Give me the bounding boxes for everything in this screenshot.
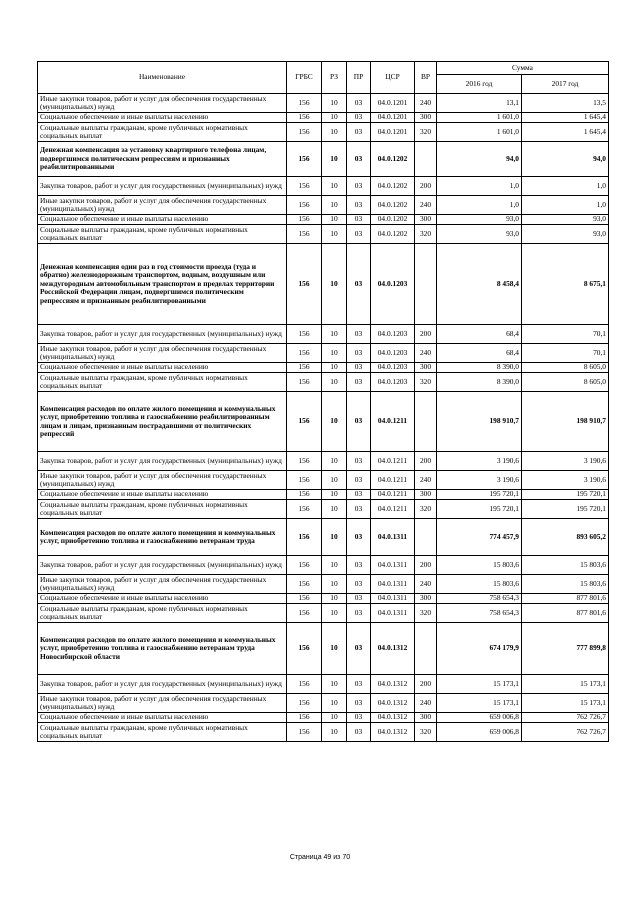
cell-grbs: 156 [287, 675, 322, 694]
cell-vr: 320 [415, 723, 437, 742]
cell-pr: 03 [347, 123, 371, 142]
header-year-2017: 2017 год [522, 75, 609, 94]
cell-rz: 10 [322, 594, 347, 604]
cell-sum-2016: 758 654,3 [437, 604, 522, 623]
cell-rz: 10 [322, 123, 347, 142]
cell-sum-2017: 94,0 [522, 142, 609, 177]
cell-vr [415, 142, 437, 177]
cell-csr: 04.0.1203 [371, 344, 415, 363]
cell-name: Социальное обеспечение и иные выплаты населению [38, 490, 287, 500]
cell-name: Иные закупки товаров, работ и услуг для обеспечения государственных (муниципальных) нужд [38, 94, 287, 113]
cell-rz: 10 [322, 363, 347, 373]
cell-sum-2017: 777 899,8 [522, 623, 609, 675]
table-section-row [38, 623, 609, 675]
cell-rz: 10 [322, 142, 347, 177]
header-vr: ВР [415, 62, 437, 94]
table-row [38, 575, 609, 594]
cell-sum-2017: 70,1 [522, 325, 609, 344]
cell-pr: 03 [347, 694, 371, 713]
cell-sum-2017: 877 801,6 [522, 604, 609, 623]
cell-sum-2016: 3 190,6 [437, 471, 522, 490]
cell-grbs: 156 [287, 373, 322, 392]
header-pr: ПР [347, 62, 371, 94]
cell-sum-2016: 93,0 [437, 225, 522, 244]
cell-grbs: 156 [287, 196, 322, 215]
table-row [38, 113, 609, 123]
cell-csr: 04.0.1312 [371, 694, 415, 713]
cell-grbs: 156 [287, 215, 322, 225]
table-row [38, 675, 609, 694]
budget-table [37, 61, 609, 742]
cell-rz: 10 [322, 519, 347, 556]
cell-pr: 03 [347, 225, 371, 244]
cell-sum-2017: 3 190,6 [522, 471, 609, 490]
cell-name: Социальное обеспечение и иные выплаты населению [38, 713, 287, 723]
table-body [38, 94, 609, 742]
cell-pr: 03 [347, 500, 371, 519]
cell-csr: 04.0.1311 [371, 575, 415, 594]
cell-grbs: 156 [287, 325, 322, 344]
cell-csr: 04.0.1202 [371, 196, 415, 215]
cell-rz: 10 [322, 452, 347, 471]
cell-vr: 320 [415, 604, 437, 623]
cell-name: Иные закупки товаров, работ и услуг для обеспечения государственных (муниципальных) нужд [38, 694, 287, 713]
cell-csr: 04.0.1211 [371, 471, 415, 490]
cell-pr: 03 [347, 594, 371, 604]
cell-sum-2016: 1 601,0 [437, 123, 522, 142]
cell-grbs: 156 [287, 604, 322, 623]
cell-vr: 300 [415, 490, 437, 500]
cell-rz: 10 [322, 177, 347, 196]
cell-sum-2017: 893 605,2 [522, 519, 609, 556]
cell-sum-2016: 94,0 [437, 142, 522, 177]
cell-sum-2016: 659 006,8 [437, 723, 522, 742]
cell-pr: 03 [347, 575, 371, 594]
table-row [38, 723, 609, 742]
cell-pr: 03 [347, 113, 371, 123]
cell-grbs: 156 [287, 694, 322, 713]
cell-sum-2016: 198 910,7 [437, 392, 522, 452]
cell-grbs: 156 [287, 452, 322, 471]
cell-sum-2017: 93,0 [522, 225, 609, 244]
cell-sum-2016: 1,0 [437, 196, 522, 215]
cell-sum-2017: 3 190,6 [522, 452, 609, 471]
cell-csr: 04.0.1202 [371, 142, 415, 177]
cell-sum-2016: 774 457,9 [437, 519, 522, 556]
cell-sum-2017: 8 675,1 [522, 244, 609, 325]
cell-rz: 10 [322, 713, 347, 723]
cell-sum-2016: 1,0 [437, 177, 522, 196]
cell-rz: 10 [322, 392, 347, 452]
cell-csr: 04.0.1201 [371, 113, 415, 123]
cell-vr: 300 [415, 713, 437, 723]
cell-grbs: 156 [287, 713, 322, 723]
cell-vr: 320 [415, 225, 437, 244]
cell-sum-2016: 195 720,1 [437, 500, 522, 519]
cell-name: Иные закупки товаров, работ и услуг для обеспечения государственных (муниципальных) нужд [38, 196, 287, 215]
cell-grbs: 156 [287, 392, 322, 452]
header-csr: ЦСР [371, 62, 415, 94]
cell-grbs: 156 [287, 556, 322, 575]
cell-sum-2016: 8 390,0 [437, 373, 522, 392]
cell-sum-2017: 93,0 [522, 215, 609, 225]
cell-csr: 04.0.1201 [371, 94, 415, 113]
cell-csr: 04.0.1202 [371, 225, 415, 244]
cell-rz: 10 [322, 694, 347, 713]
cell-rz: 10 [322, 373, 347, 392]
cell-grbs: 156 [287, 177, 322, 196]
cell-csr: 04.0.1203 [371, 244, 415, 325]
cell-sum-2017: 15 803,6 [522, 556, 609, 575]
cell-pr: 03 [347, 94, 371, 113]
cell-pr: 03 [347, 196, 371, 215]
cell-sum-2016: 13,1 [437, 94, 522, 113]
cell-name: Компенсация расходов по оплате жилого помещения и коммунальных услуг, приобретению топлива и газоснабжению реабилитированным лицам и лицам, признанным пострадавшими от политических репрессий [38, 392, 287, 452]
table-row [38, 556, 609, 575]
cell-sum-2017: 13,5 [522, 94, 609, 113]
cell-csr: 04.0.1311 [371, 519, 415, 556]
cell-csr: 04.0.1311 [371, 556, 415, 575]
cell-vr: 240 [415, 94, 437, 113]
cell-pr: 03 [347, 373, 371, 392]
cell-sum-2016: 674 179,9 [437, 623, 522, 675]
cell-grbs: 156 [287, 123, 322, 142]
table-row [38, 604, 609, 623]
cell-grbs: 156 [287, 500, 322, 519]
cell-sum-2017: 877 801,6 [522, 594, 609, 604]
cell-name: Социальное обеспечение и иные выплаты населению [38, 363, 287, 373]
cell-sum-2016: 68,4 [437, 325, 522, 344]
cell-pr: 03 [347, 519, 371, 556]
cell-vr: 320 [415, 373, 437, 392]
cell-pr: 03 [347, 471, 371, 490]
cell-vr: 200 [415, 452, 437, 471]
cell-name: Закупка товаров, работ и услуг для государственных (муниципальных) нужд [38, 452, 287, 471]
cell-sum-2017: 195 720,1 [522, 490, 609, 500]
cell-vr: 240 [415, 344, 437, 363]
cell-csr: 04.0.1201 [371, 123, 415, 142]
cell-name: Социальные выплаты гражданам, кроме публичных нормативных социальных выплат [38, 373, 287, 392]
cell-sum-2016: 8 458,4 [437, 244, 522, 325]
cell-sum-2016: 15 173,1 [437, 675, 522, 694]
cell-vr: 200 [415, 325, 437, 344]
table-section-row [38, 392, 609, 452]
table-section-row [38, 142, 609, 177]
cell-grbs: 156 [287, 94, 322, 113]
cell-csr: 04.0.1203 [371, 363, 415, 373]
cell-sum-2016: 15 803,6 [437, 575, 522, 594]
cell-pr: 03 [347, 452, 371, 471]
cell-pr: 03 [347, 142, 371, 177]
cell-csr: 04.0.1312 [371, 675, 415, 694]
cell-grbs: 156 [287, 519, 322, 556]
cell-name: Закупка товаров, работ и услуг для государственных (муниципальных) нужд [38, 177, 287, 196]
cell-rz: 10 [322, 244, 347, 325]
cell-grbs: 156 [287, 344, 322, 363]
table-row [38, 713, 609, 723]
cell-grbs: 156 [287, 594, 322, 604]
cell-grbs: 156 [287, 623, 322, 675]
cell-sum-2017: 195 720,1 [522, 500, 609, 519]
cell-grbs: 156 [287, 244, 322, 325]
cell-sum-2017: 1 645,4 [522, 113, 609, 123]
table-row [38, 363, 609, 373]
cell-sum-2017: 15 803,6 [522, 575, 609, 594]
cell-csr: 04.0.1203 [371, 373, 415, 392]
cell-vr: 300 [415, 594, 437, 604]
cell-rz: 10 [322, 490, 347, 500]
cell-csr: 04.0.1202 [371, 215, 415, 225]
cell-name: Денежная компенсация один раз в год стоимости проезда (туда и обратно) железнодорожным транспортом, водным, воздушным или междугородным автомобильным транспортом в пределах территории Российской Федерации лицам, подвергшимся политическим репрессиям и признанным реабилитированными [38, 244, 287, 325]
cell-vr: 300 [415, 113, 437, 123]
cell-csr: 04.0.1312 [371, 623, 415, 675]
cell-rz: 10 [322, 604, 347, 623]
cell-rz: 10 [322, 94, 347, 113]
table-row [38, 196, 609, 215]
cell-grbs: 156 [287, 113, 322, 123]
cell-sum-2017: 1 645,4 [522, 123, 609, 142]
cell-csr: 04.0.1211 [371, 452, 415, 471]
cell-vr: 320 [415, 500, 437, 519]
cell-csr: 04.0.1311 [371, 594, 415, 604]
page-number: Страница 49 из 70 [289, 854, 351, 861]
table-row [38, 373, 609, 392]
cell-csr: 04.0.1203 [371, 325, 415, 344]
cell-sum-2017: 8 605,0 [522, 363, 609, 373]
cell-rz: 10 [322, 500, 347, 519]
table-row [38, 452, 609, 471]
cell-rz: 10 [322, 723, 347, 742]
cell-rz: 10 [322, 344, 347, 363]
cell-rz: 10 [322, 196, 347, 215]
table-header [38, 62, 609, 94]
table-row [38, 594, 609, 604]
cell-pr: 03 [347, 604, 371, 623]
cell-name: Закупка товаров, работ и услуг для государственных (муниципальных) нужд [38, 675, 287, 694]
cell-sum-2016: 3 190,6 [437, 452, 522, 471]
cell-sum-2017: 1,0 [522, 196, 609, 215]
cell-sum-2017: 198 910,7 [522, 392, 609, 452]
cell-pr: 03 [347, 244, 371, 325]
cell-sum-2017: 1,0 [522, 177, 609, 196]
cell-vr: 200 [415, 177, 437, 196]
cell-name: Социальное обеспечение и иные выплаты населению [38, 215, 287, 225]
cell-vr: 240 [415, 196, 437, 215]
cell-name: Социальное обеспечение и иные выплаты населению [38, 113, 287, 123]
cell-vr [415, 244, 437, 325]
cell-vr [415, 623, 437, 675]
cell-vr: 240 [415, 575, 437, 594]
cell-sum-2016: 15 803,6 [437, 556, 522, 575]
cell-grbs: 156 [287, 142, 322, 177]
cell-vr: 200 [415, 675, 437, 694]
cell-vr [415, 392, 437, 452]
cell-rz: 10 [322, 675, 347, 694]
table-row [38, 225, 609, 244]
cell-rz: 10 [322, 225, 347, 244]
cell-name: Закупка товаров, работ и услуг для государственных (муниципальных) нужд [38, 325, 287, 344]
header-sum: Сумма [437, 62, 609, 75]
cell-vr: 200 [415, 556, 437, 575]
table-row [38, 123, 609, 142]
cell-pr: 03 [347, 556, 371, 575]
cell-rz: 10 [322, 471, 347, 490]
table-row [38, 177, 609, 196]
cell-name: Социальные выплаты гражданам, кроме публичных нормативных социальных выплат [38, 123, 287, 142]
cell-pr: 03 [347, 675, 371, 694]
table-row [38, 471, 609, 490]
header-rz: РЗ [322, 62, 347, 94]
cell-vr [415, 519, 437, 556]
cell-name: Денежная компенсация за установку квартирного телефона лицам, подвергшимся политическим репрессиям и признанных реабилитированными [38, 142, 287, 177]
cell-name: Социальные выплаты гражданам, кроме публичных нормативных социальных выплат [38, 500, 287, 519]
cell-sum-2016: 15 173,1 [437, 694, 522, 713]
cell-csr: 04.0.1312 [371, 713, 415, 723]
cell-sum-2016: 1 601,0 [437, 113, 522, 123]
cell-name: Компенсация расходов по оплате жилого помещения и коммунальных услуг, приобретению топлива и газоснабжению ветеранам труда [38, 519, 287, 556]
cell-pr: 03 [347, 490, 371, 500]
table-section-row [38, 244, 609, 325]
cell-sum-2017: 8 605,0 [522, 373, 609, 392]
cell-name: Социальное обеспечение и иные выплаты населению [38, 594, 287, 604]
cell-pr: 03 [347, 344, 371, 363]
cell-grbs: 156 [287, 471, 322, 490]
table-row [38, 215, 609, 225]
cell-vr: 240 [415, 471, 437, 490]
cell-name: Иные закупки товаров, работ и услуг для обеспечения государственных (муниципальных) нужд [38, 471, 287, 490]
cell-rz: 10 [322, 113, 347, 123]
header-name: Наименование [38, 62, 287, 94]
cell-pr: 03 [347, 713, 371, 723]
cell-csr: 04.0.1211 [371, 392, 415, 452]
cell-name: Иные закупки товаров, работ и услуг для обеспечения государственных (муниципальных) нужд [38, 344, 287, 363]
table-row [38, 94, 609, 113]
cell-csr: 04.0.1312 [371, 723, 415, 742]
cell-grbs: 156 [287, 363, 322, 373]
cell-pr: 03 [347, 723, 371, 742]
cell-sum-2016: 93,0 [437, 215, 522, 225]
cell-pr: 03 [347, 392, 371, 452]
cell-csr: 04.0.1202 [371, 177, 415, 196]
cell-sum-2016: 68,4 [437, 344, 522, 363]
cell-sum-2017: 762 726,7 [522, 723, 609, 742]
cell-rz: 10 [322, 556, 347, 575]
cell-rz: 10 [322, 623, 347, 675]
cell-sum-2017: 15 173,1 [522, 694, 609, 713]
cell-csr: 04.0.1211 [371, 490, 415, 500]
cell-sum-2017: 70,1 [522, 344, 609, 363]
cell-name: Социальные выплаты гражданам, кроме публичных нормативных социальных выплат [38, 604, 287, 623]
cell-pr: 03 [347, 325, 371, 344]
cell-sum-2016: 758 654,3 [437, 594, 522, 604]
cell-name: Иные закупки товаров, работ и услуг для обеспечения государственных (муниципальных) нужд [38, 575, 287, 594]
table-row [38, 325, 609, 344]
cell-rz: 10 [322, 575, 347, 594]
cell-sum-2016: 195 720,1 [437, 490, 522, 500]
cell-grbs: 156 [287, 490, 322, 500]
cell-grbs: 156 [287, 575, 322, 594]
cell-vr: 240 [415, 694, 437, 713]
cell-pr: 03 [347, 363, 371, 373]
header-grbs: ГРБС [287, 62, 322, 94]
cell-rz: 10 [322, 325, 347, 344]
cell-name: Социальные выплаты гражданам, кроме публичных нормативных социальных выплат [38, 225, 287, 244]
cell-csr: 04.0.1311 [371, 604, 415, 623]
table-row [38, 344, 609, 363]
cell-sum-2016: 8 390,0 [437, 363, 522, 373]
cell-name: Закупка товаров, работ и услуг для государственных (муниципальных) нужд [38, 556, 287, 575]
cell-pr: 03 [347, 177, 371, 196]
cell-vr: 300 [415, 215, 437, 225]
cell-pr: 03 [347, 623, 371, 675]
cell-vr: 320 [415, 123, 437, 142]
cell-vr: 300 [415, 363, 437, 373]
table-row [38, 694, 609, 713]
cell-name: Социальные выплаты гражданам, кроме публичных нормативных социальных выплат [38, 723, 287, 742]
table-row [38, 500, 609, 519]
cell-csr: 04.0.1211 [371, 500, 415, 519]
cell-grbs: 156 [287, 225, 322, 244]
cell-name: Компенсация расходов по оплате жилого помещения и коммунальных услуг, приобретению топлива и газоснабжению ветеранам труда Новосибирской области [38, 623, 287, 675]
cell-sum-2017: 15 173,1 [522, 675, 609, 694]
table-section-row [38, 519, 609, 556]
cell-grbs: 156 [287, 723, 322, 742]
cell-sum-2017: 762 726,7 [522, 713, 609, 723]
cell-pr: 03 [347, 215, 371, 225]
cell-rz: 10 [322, 215, 347, 225]
table-row [38, 490, 609, 500]
cell-sum-2016: 659 006,8 [437, 713, 522, 723]
header-year-2016: 2016 год [437, 75, 522, 94]
